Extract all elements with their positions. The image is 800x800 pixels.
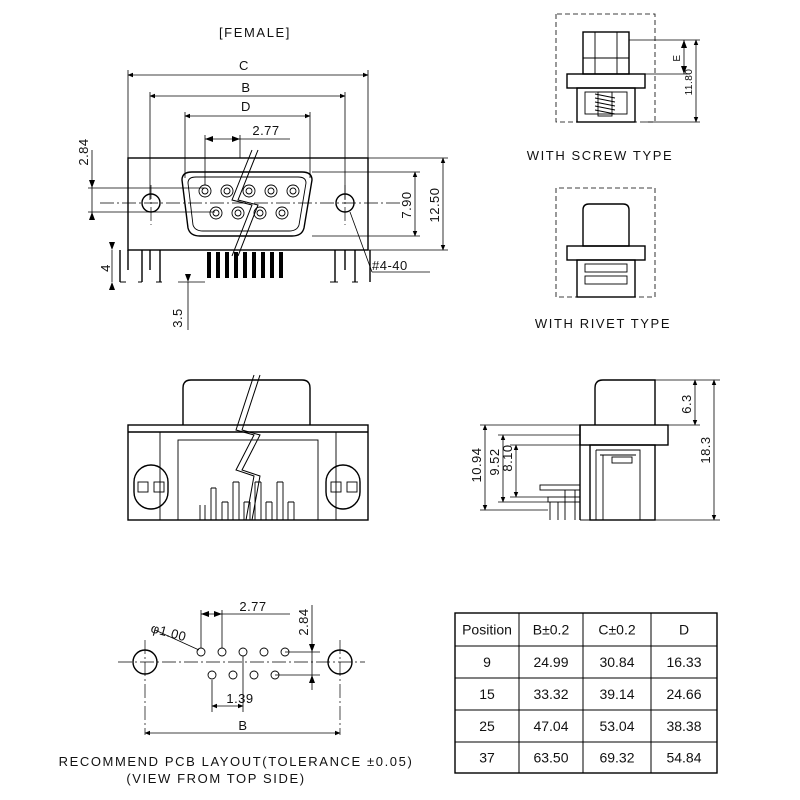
- table-cell: 47.04: [533, 718, 569, 734]
- table-cell: 63.50: [533, 749, 569, 766]
- dim-4: 4: [98, 264, 113, 272]
- table-cell: 33.32: [533, 686, 569, 702]
- drawing-title: [FEMALE]: [218, 25, 292, 40]
- screw-type-view: [527, 14, 700, 163]
- dim-e: E: [672, 54, 683, 62]
- table-cell: 69.32: [599, 749, 635, 766]
- pcb-b-label: B: [238, 718, 248, 733]
- dim-row-offset: 2.84: [76, 138, 91, 166]
- dimension-table: [455, 613, 717, 773]
- table-cell: 15: [479, 686, 495, 702]
- table-cell: 24.99: [533, 654, 569, 670]
- dim-810: 8.10: [500, 444, 515, 472]
- dim-183: 18.3: [698, 436, 713, 464]
- hole-callout: #4-40: [372, 258, 408, 273]
- front-view: [76, 58, 448, 330]
- pcb-layout-caption: RECOMMEND PCB LAYOUT(TOLERANCE ±0.05): [58, 754, 414, 769]
- screw-thread-icon: [595, 92, 615, 116]
- table-cell: 9: [483, 654, 491, 670]
- table-header-cell: B±0.2: [532, 621, 570, 638]
- side-view: [469, 380, 720, 520]
- dim-63: 6.3: [679, 394, 694, 414]
- dim-790: 7.90: [399, 191, 414, 219]
- dim-1180: 11.80: [684, 68, 695, 96]
- rear-view: [128, 375, 368, 520]
- table-cell: 30.84: [599, 654, 635, 670]
- pcb-layout: [59, 599, 414, 786]
- dim-c-label: C: [239, 58, 249, 73]
- table-cell: 54.84: [666, 749, 702, 766]
- pcb-284-label: 2.84: [296, 608, 311, 636]
- pcb-dia-label: φ1.00: [149, 620, 189, 645]
- pcb-layout-subcaption: (VIEW FROM TOP SIDE): [126, 771, 306, 786]
- dim-b-label: B: [241, 80, 251, 95]
- table-header-cell: Position: [462, 621, 512, 638]
- table-cell: 16.33: [666, 654, 702, 670]
- dim-952: 9.52: [487, 448, 502, 476]
- screw-type-label: WITH SCREW TYPE: [526, 148, 674, 163]
- table-cell: 25: [479, 718, 495, 734]
- table-cell: 24.66: [666, 686, 702, 702]
- table-header-cell: D: [678, 621, 690, 638]
- pcb-139-label: 1.39: [226, 691, 254, 706]
- dim-d-label: D: [241, 99, 251, 114]
- pcb-pins-front: [207, 252, 283, 278]
- dim-1250: 12.50: [427, 187, 442, 223]
- dim-35: 3.5: [170, 308, 185, 328]
- pcb-pitch-label: 2.77: [239, 599, 267, 614]
- dim-1094: 10.94: [469, 447, 484, 483]
- rivet-type-label: WITH RIVET TYPE: [534, 316, 672, 331]
- pin-row-top: [199, 185, 299, 197]
- table-cell: 53.04: [599, 718, 635, 734]
- table-cell: 37: [479, 749, 495, 766]
- table-cell: 38.38: [666, 718, 702, 734]
- rivet-type-view: [535, 188, 671, 331]
- dim-pitch-label: 2.77: [252, 123, 280, 138]
- table-cell: 39.14: [599, 686, 635, 702]
- table-header-cell: C±0.2: [598, 621, 636, 638]
